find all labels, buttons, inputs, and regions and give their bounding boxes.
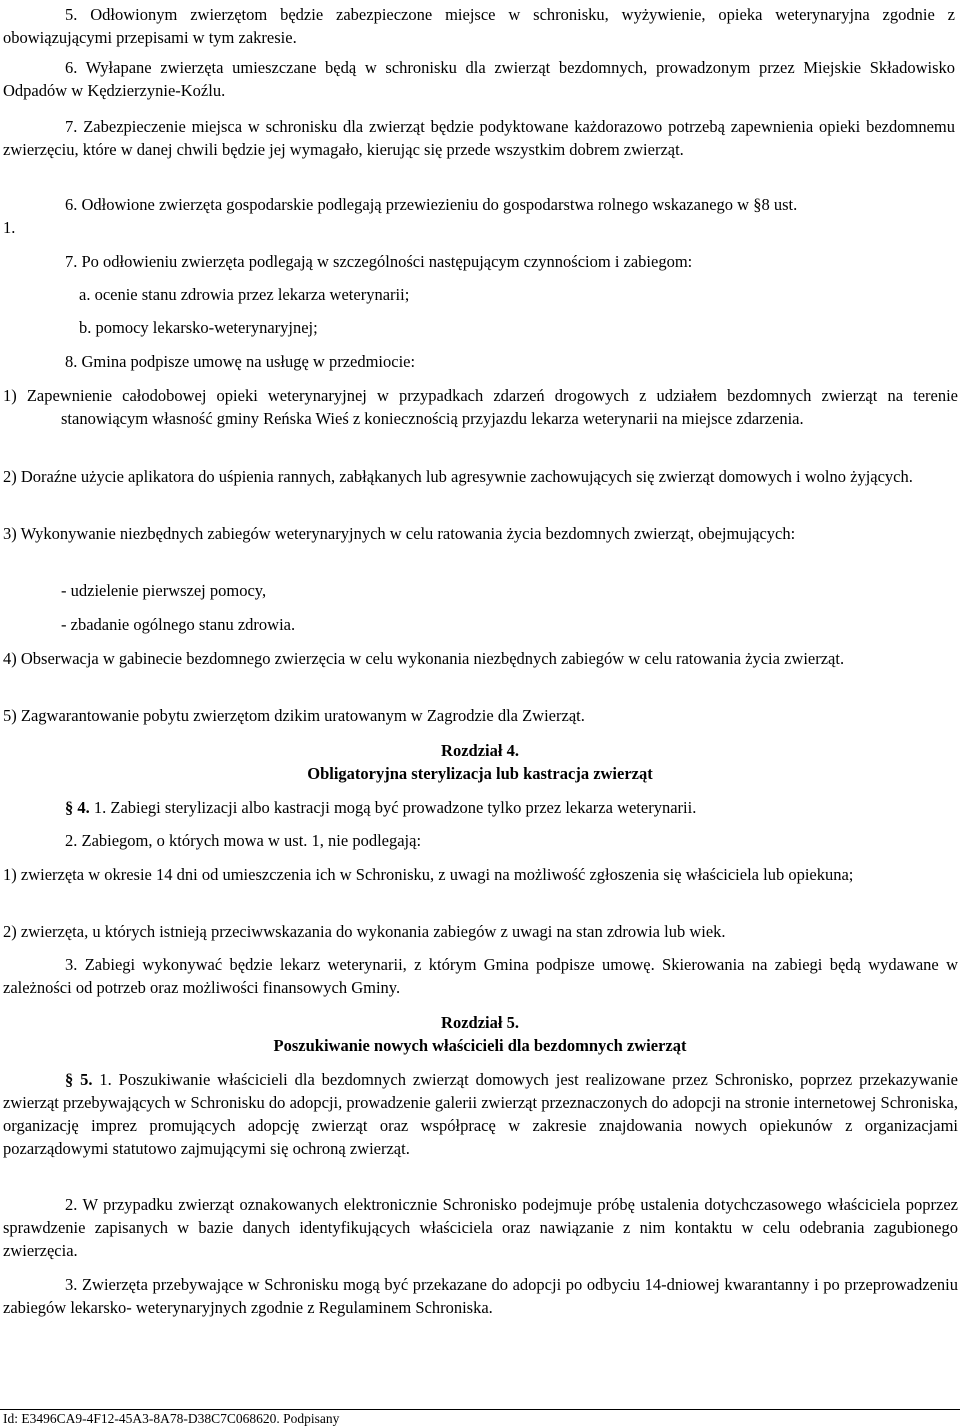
section-4-paragraph-1 <box>65 796 696 819</box>
section-5-text-1: 1. Poszukiwanie właścicieli dla bezdomnych zwierząt domowych jest realizowane przez Schronisko, poprzez przekazywanie zwierząt przebywających w Schronisku do adopcji, prowadzenie galerii zwierząt przeznaczonych do adopcji na stronie internetowej Schroniska, organizację imprez promujących adopcję zwierząt oraz współpracę w zakresie znajdowania nowych opiekunów z organizacjami pozarządowymi statutowo zajmującymi się ochroną zwierząt. <box>3 1070 959 1158</box>
chapter-4-title: Rozdział 4. <box>441 741 519 760</box>
section-5-paragraph-1 <box>3 1068 958 1160</box>
paragraph-6: 6. Wyłapane zwierzęta umieszczane będą w schronisku dla zwierząt bezdomnych, prowadzonym przez Miejskie Składowisko Odpadów w Kędzierzynie-Koźlu. <box>3 58 955 100</box>
section-4-text-1: 1. Zabiegi sterylizacji albo kastracji mogą być prowadzone tylko przez lekarza weterynarii. <box>89 798 697 817</box>
item-8-contract: 8. Gmina podpisze umowę na usługę w przedmiocie: <box>65 352 416 371</box>
contract-item-2: 2) Doraźne użycie aplikatora do uśpienia rannych, zabłąkanych lub agresywnie zachowujących się zwierząt domowych i wolno żyjących. <box>3 467 913 486</box>
item-6-livestock: 6. Odłowione zwierzęta gospodarskie podlegają przewiezieniu do gospodarstwa rolnego wskazanego w §8 ust. <box>65 195 798 214</box>
list-marker: 1. <box>3 218 16 237</box>
section-5-paragraph-2: 2. W przypadku zwierząt oznakowanych elektronicznie Schronisko podejmuje próbę ustalenia dotychczasowego właściciela poprzez sprawdzenie zapisanych w bazie danych identyfikujących właściciela oraz nawiązanie z nim kontaktu w celu odebrania zagubionego zwierzęcia. <box>3 1195 958 1260</box>
section-4-paragraph-2: 2. Zabiegom, o których mowa w ust. 1, nie podlegają: <box>65 831 422 850</box>
item-b: b. pomocy lekarsko-weterynaryjnej; <box>79 318 318 337</box>
item-7-procedures: 7. Po odłowieniu zwierzęta podlegają w szczególności następującym czynnościom i zabiegom: <box>65 252 693 271</box>
contract-item-3b: - zbadanie ogólnego stanu zdrowia. <box>61 615 296 634</box>
contract-item-3: 3) Wykonywanie niezbędnych zabiegów weterynaryjnych w celu ratowania życia bezdomnych zwierząt, obejmujących: <box>3 524 796 543</box>
section-4-mark: § 4. <box>65 798 90 817</box>
chapter-4-subtitle: Obligatoryjna sterylizacja lub kastracja zwierząt <box>307 764 653 783</box>
paragraph-7: 7. Zabezpieczenie miejsca w schronisku dla zwierząt będzie podyktowane każdorazowo potrzebą zapewnienia opieki bezdomnemu zwierzęciu, które w danej chwili będzie jej wymagało, kierując się przede wszystkim dobrem zwierząt. <box>3 117 955 159</box>
chapter-5-subtitle: Poszukiwanie nowych właścicieli dla bezdomnych zwierząt <box>273 1036 687 1055</box>
section-4-exempt-1: 1) zwierzęta w okresie 14 dni od umieszczenia ich w Schronisku, z uwagi na możliwość zgłoszenia się właściciela lub opiekuna; <box>3 865 854 884</box>
item-a: a. ocenie stanu zdrowia przez lekarza weterynarii; <box>79 285 410 304</box>
contract-item-4: 4) Obserwacja w gabinecie bezdomnego zwierzęcia w celu wykonania niezbędnych zabiegów w celu ratowania życia zwierząt. <box>3 649 845 668</box>
contract-item-3a: - udzielenie pierwszej pomocy, <box>61 581 267 600</box>
chapter-5-title: Rozdział 5. <box>441 1013 519 1032</box>
footer-divider <box>0 1409 960 1410</box>
paragraph-5: 5. Odłowionym zwierzętom będzie zabezpieczone miejsce w schronisku, wyżywienie, opieka weterynaryjna zgodnie z obowiązującymi przepisami w tym zakresie. <box>3 5 955 47</box>
document-id-footer: Id: E3496CA9-4F12-45A3-8A78-D38C7C068620. Podpisany <box>3 1411 340 1426</box>
contract-item-1: 1) Zapewnienie całodobowej opieki weterynaryjnej w przypadkach zdarzeń drogowych z udziałem bezdomnych zwierząt na terenie stanowiącym własność gminy Reńska Wieś z koniecznością przyjazdu lekarza weterynarii na miejsce zdarzenia. <box>3 386 958 428</box>
contract-item-5: 5) Zagwarantowanie pobytu zwierzętom dzikim uratowanym w Zagrodzie dla Zwierząt. <box>3 706 585 725</box>
section-4-exempt-2: 2) zwierzęta, u których istnieją przeciwwskazania do wykonania zabiegów z uwagi na stan zdrowia lub wiek. <box>3 922 726 941</box>
section-4-paragraph-3: 3. Zabiegi wykonywać będzie lekarz weterynarii, z którym Gmina podpisze umowę. Skierowania na zabiegi będą wydawane w zależności od potrzeb oraz możliwości finansowych Gminy. <box>3 955 958 997</box>
section-5-paragraph-3: 3. Zwierzęta przebywające w Schronisku mogą być przekazane do adopcji po odbyciu 14-dniowej kwarantanny i po przeprowadzeniu zabiegów lekarsko- weterynaryjnych zgodnie z Regulaminem Schroniska. <box>3 1275 958 1317</box>
section-5-mark: § 5. <box>65 1070 93 1089</box>
